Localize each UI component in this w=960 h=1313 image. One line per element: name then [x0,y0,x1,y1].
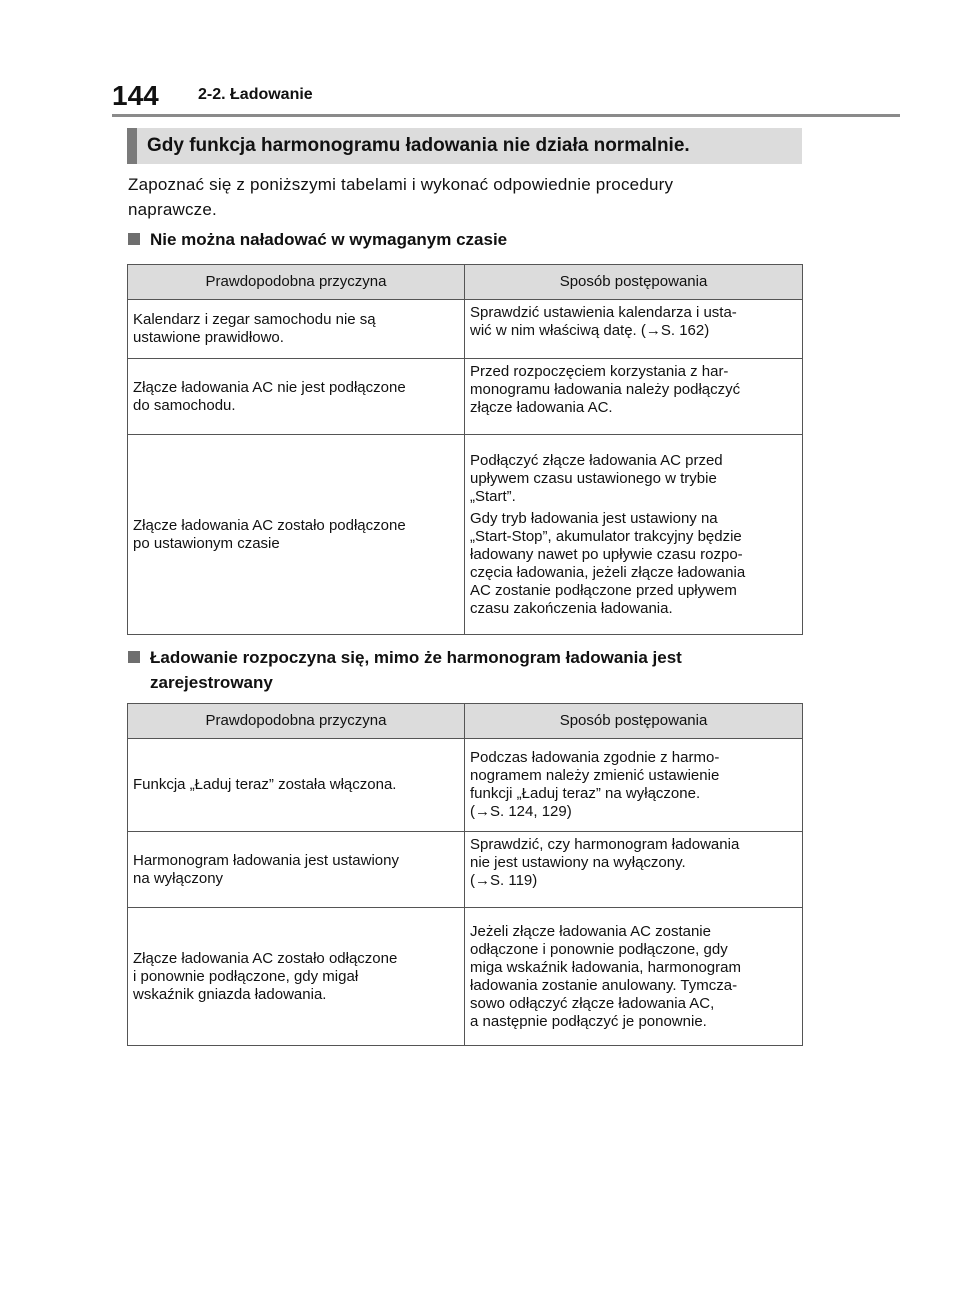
table-row [128,300,803,359]
cause-cell: Harmonogram ładowania jest ustawiony na wyłączony [128,832,465,908]
square-bullet-icon [128,651,140,663]
table-row [128,832,803,908]
table-row [128,739,803,832]
action-cell [465,435,803,635]
intro-text: Zapoznać się z poniższymi tabelami i wykonać odpowiednie procedury naprawcze. [128,175,674,219]
action-cell: Podczas ładowania zgodnie z harmo- nogramem należy zmienić ustawienie funkcji „Ładuj teraz” na wyłączone. (→S. 124, 129) [465,739,803,832]
table-1 [127,264,803,635]
table-2 [127,703,803,1046]
cause-cell: Złącze ładowania AC nie jest podłączone do samochodu. [128,359,465,435]
column-header-action: Sposób postępowania [465,265,803,300]
column-header-cause: Prawdopodobna przyczyna [128,704,465,739]
action-paragraph: Gdy tryb ładowania jest ustawiony na „Start-Stop”, akumulator trakcyjny będzie ładowany nawet po upływie czasu rozpo- częcia ładowania, jeżeli złącze ładowania AC zostanie podłączone przed upływem czasu zakończenia ładowania. [470,509,746,617]
action-paragraph: Podłączyć złącze ładowania AC przed upływem czasu ustawionego w trybie „Start”. [470,451,723,505]
square-bullet-icon [128,233,140,245]
table-row [128,435,803,635]
column-header-action: Sposób postępowania [465,704,803,739]
table-header-row [128,704,803,739]
action-cell: Sprawdzić ustawienia kalendarza i usta- wić w nim właściwą datę. (→S. 162) [465,300,803,359]
cause-cell: Złącze ładowania AC zostało odłączone i ponownie podłączone, gdy migał wskaźnik gniazda ładowania. [128,908,465,1046]
column-header-cause: Prawdopodobna przyczyna [128,265,465,300]
chapter-title: 2-2. Ładowanie [198,86,313,103]
cause-cell: Złącze ładowania AC zostało podłączone po ustawionym czasie [128,435,465,635]
table-row [128,908,803,1046]
cause-cell: Funkcja „Ładuj teraz” została włączona. [128,739,465,832]
cause-cell: Kalendarz i zegar samochodu nie są ustawione prawidłowo. [128,300,465,359]
header-rule [112,114,900,117]
action-cell: Jeżeli złącze ładowania AC zostanie odłączone i ponownie podłączone, gdy miga wskaźnik ładowania, harmonogram ładowania zostanie anulowany. Tymcza- sowo odłączyć złącze ładowania AC, a następnie podłączyć je ponownie. [465,908,803,1046]
table-header-row [128,265,803,300]
table-row [128,359,803,435]
section1-heading: Nie można naładować w wymaganym czasie [128,227,507,252]
page-number: 144 [112,80,159,111]
action-cell: Przed rozpoczęciem korzystania z har- monogramu ładowania należy podłączyć złącze ładowania AC. [465,359,803,435]
section-banner: Gdy funkcja harmonogramu ładowania nie działa normalnie. [127,128,802,164]
section2-heading: Ładowanie rozpoczyna się, mimo że harmonogram ładowania jest zarejestrowany [128,645,682,695]
action-cell: Sprawdzić, czy harmonogram ładowania nie jest ustawiony na wyłączony. (→S. 119) [465,832,803,908]
